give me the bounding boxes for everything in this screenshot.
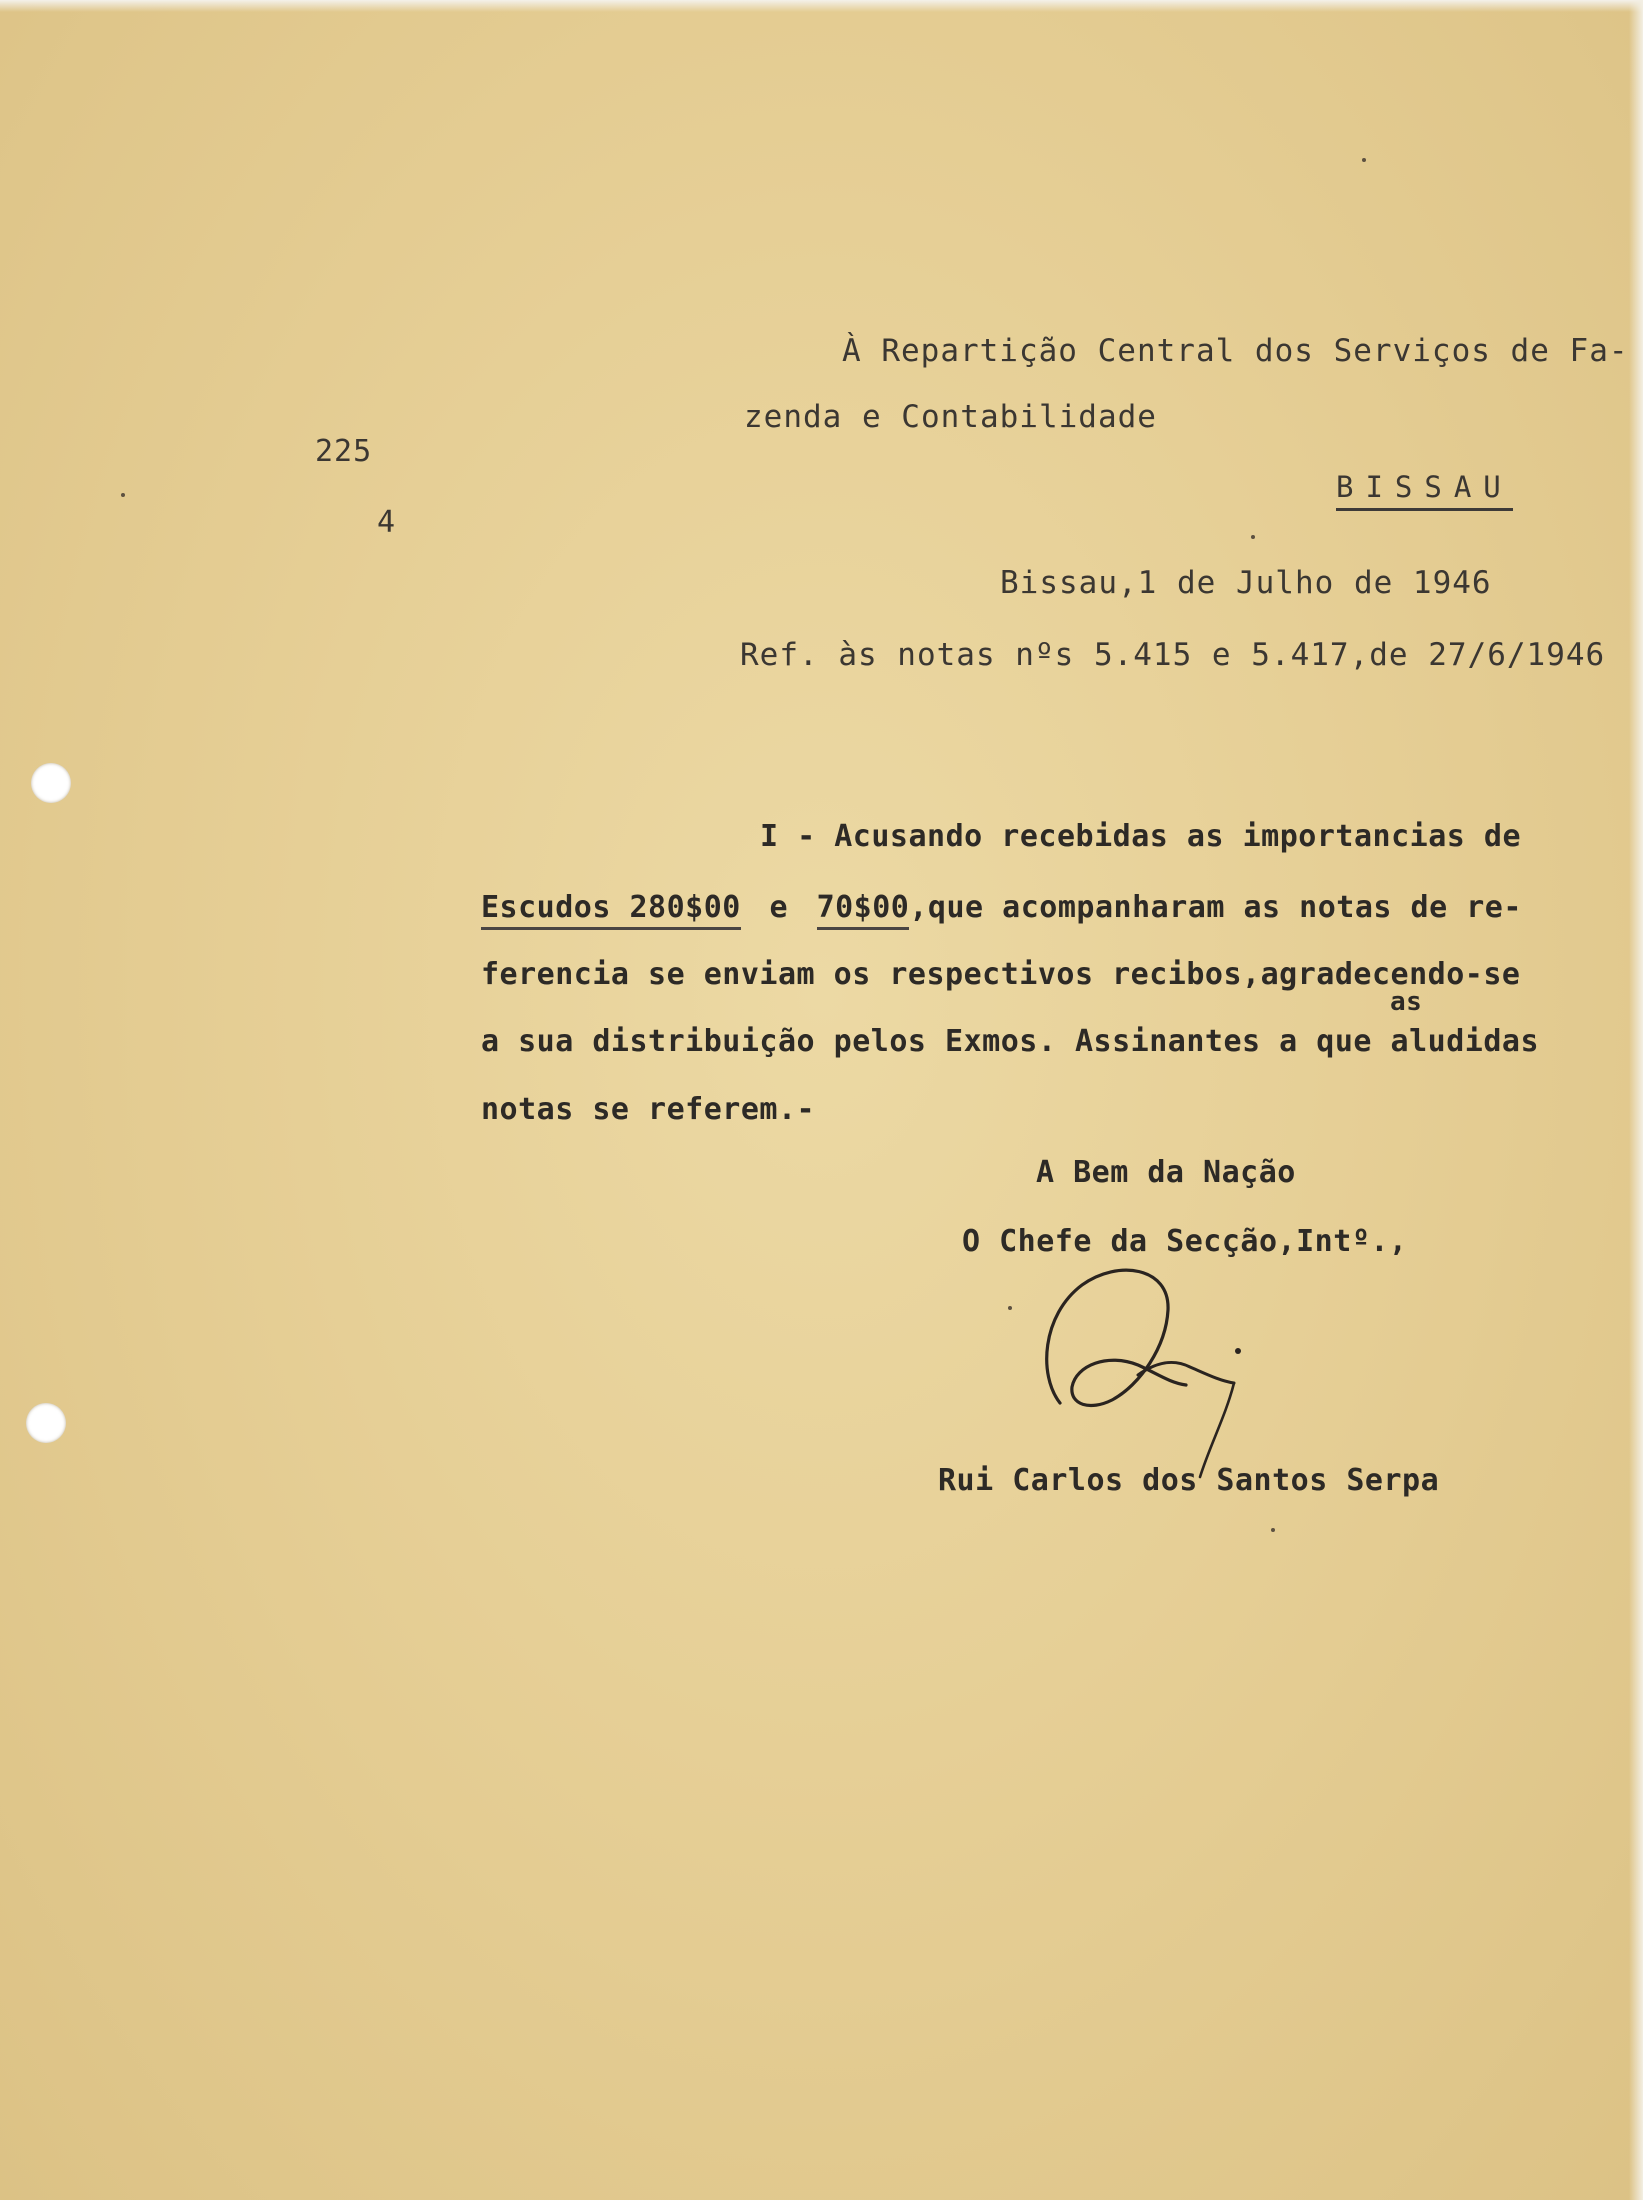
closing-salutation: A Bem da Nação: [1036, 1155, 1296, 1190]
paper-speck: [1362, 158, 1366, 162]
handwritten-signature: [1020, 1255, 1260, 1485]
folio-number: 4: [377, 505, 397, 540]
recipient-line-2: zenda e Contabilidade: [744, 399, 1157, 435]
paper-speck: [1251, 535, 1255, 539]
body-line-5: notas se referem.-: [481, 1092, 816, 1127]
interlinear-insert: as: [1390, 987, 1423, 1017]
punch-hole-upper: [31, 763, 71, 803]
body-line-1: I - Acusando recebidas as importancias de: [760, 819, 1522, 854]
body-line-3: ferencia se enviam os respectivos recibos,agradecendo-se: [481, 957, 1521, 992]
recipient-line-1: À Repartição Central dos Serviços de Fa-: [842, 333, 1629, 369]
reference-line: Ref. às notas nºs 5.415 e 5.417,de 27/6/1946: [740, 637, 1606, 673]
paper-speck: [121, 493, 125, 497]
signer-title: O Chefe da Secção,Intº.,: [962, 1224, 1408, 1259]
body-line-2: [481, 890, 1522, 925]
paper-speck: [1271, 1528, 1275, 1532]
recipient-city-text: BISSAU: [1336, 470, 1513, 511]
place-date: Bissau,1 de Julho de 1946: [1000, 565, 1492, 601]
paper-edge-top: [0, 0, 1643, 12]
paper-edge-right: [1629, 0, 1643, 2200]
recipient-city: [1336, 470, 1513, 504]
amount-connector: e: [769, 890, 788, 925]
amount-70: 70$00: [817, 890, 910, 930]
punch-hole-lower: [26, 1403, 66, 1443]
body-line-2-rest: ,que acompanharam as notas de re-: [909, 890, 1522, 925]
signer-name: Rui Carlos dos Santos Serpa: [938, 1463, 1440, 1498]
body-line-4: a sua distribuição pelos Exmos. Assinantes a que aludidas: [481, 1024, 1540, 1059]
page-number: 225: [315, 434, 373, 469]
amount-escudos-280: Escudos 280$00: [481, 890, 741, 930]
paper-speck: [1008, 1306, 1012, 1310]
